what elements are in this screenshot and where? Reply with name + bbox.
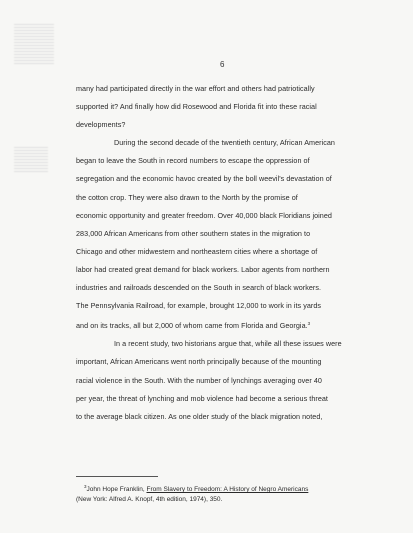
- footnote-title: From Slavery to Freedom: A History of Negro Americans: [146, 486, 309, 493]
- footnote-author: John Hope Franklin,: [86, 486, 147, 493]
- text-line: supported it? And finally how did Rosewood and Florida fit into these racial: [76, 102, 317, 112]
- page-number: 6: [220, 60, 225, 69]
- text-line: racial violence in the South. With the number of lynchings averaging over 40: [76, 375, 322, 385]
- scan-artifact: [14, 22, 54, 64]
- footnote-divider: [76, 476, 158, 477]
- body-text: [76, 80, 372, 426]
- footnote: [76, 482, 376, 506]
- text-line: to the average black citizen. As one older study of the black migration noted,: [76, 411, 323, 421]
- text-line: the cotton crop. They were also drawn to the North by the promise of: [76, 192, 298, 202]
- footnote-marker: 3: [84, 484, 87, 489]
- text-line: important, African Americans went north principally because of the mounting: [76, 357, 322, 367]
- text-line: economic opportunity and greater freedom. Over 40,000 black Floridians joined: [76, 210, 332, 220]
- text-line: industries and railroads descended on the South in search of black workers.: [76, 283, 322, 293]
- text-line: Chicago and other midwestern and northeastern cities where a shortage of: [76, 246, 318, 256]
- scan-artifact: [14, 146, 48, 172]
- text-line-content: and on its tracks, all but 2,000 of whom came from Florida and Georgia.: [76, 321, 308, 331]
- text-line: many had participated directly in the war effort and others had patriotically: [76, 84, 315, 93]
- text-line: segregation and the economic havoc created by the boll weevil's devastation of: [76, 174, 332, 184]
- text-line: 283,000 African Americans from other southern states in the migration to: [76, 228, 311, 238]
- text-line: per year, the threat of lynching and mob violence had become a serious threat: [76, 393, 328, 403]
- text-line: developments?: [76, 120, 126, 130]
- footnote-publication: (New York: Alfred A. Knopf, 4th edition, 1974), 350.: [76, 496, 223, 504]
- text-line: began to leave the South in record numbers to escape the oppression of: [76, 156, 310, 166]
- text-line: In a recent study, two historians argue that, while all these issues were: [114, 339, 342, 349]
- footnote-line: [76, 482, 376, 495]
- text-line: During the second decade of the twentieth century, African American: [114, 138, 335, 148]
- text-line: The Pennsylvania Railroad, for example, brought 12,000 to work in its yards: [76, 301, 322, 311]
- text-line: [76, 315, 372, 335]
- text-line: labor had created great demand for black workers. Labor agents from northern: [76, 264, 330, 274]
- footnote-reference: 3: [307, 321, 311, 327]
